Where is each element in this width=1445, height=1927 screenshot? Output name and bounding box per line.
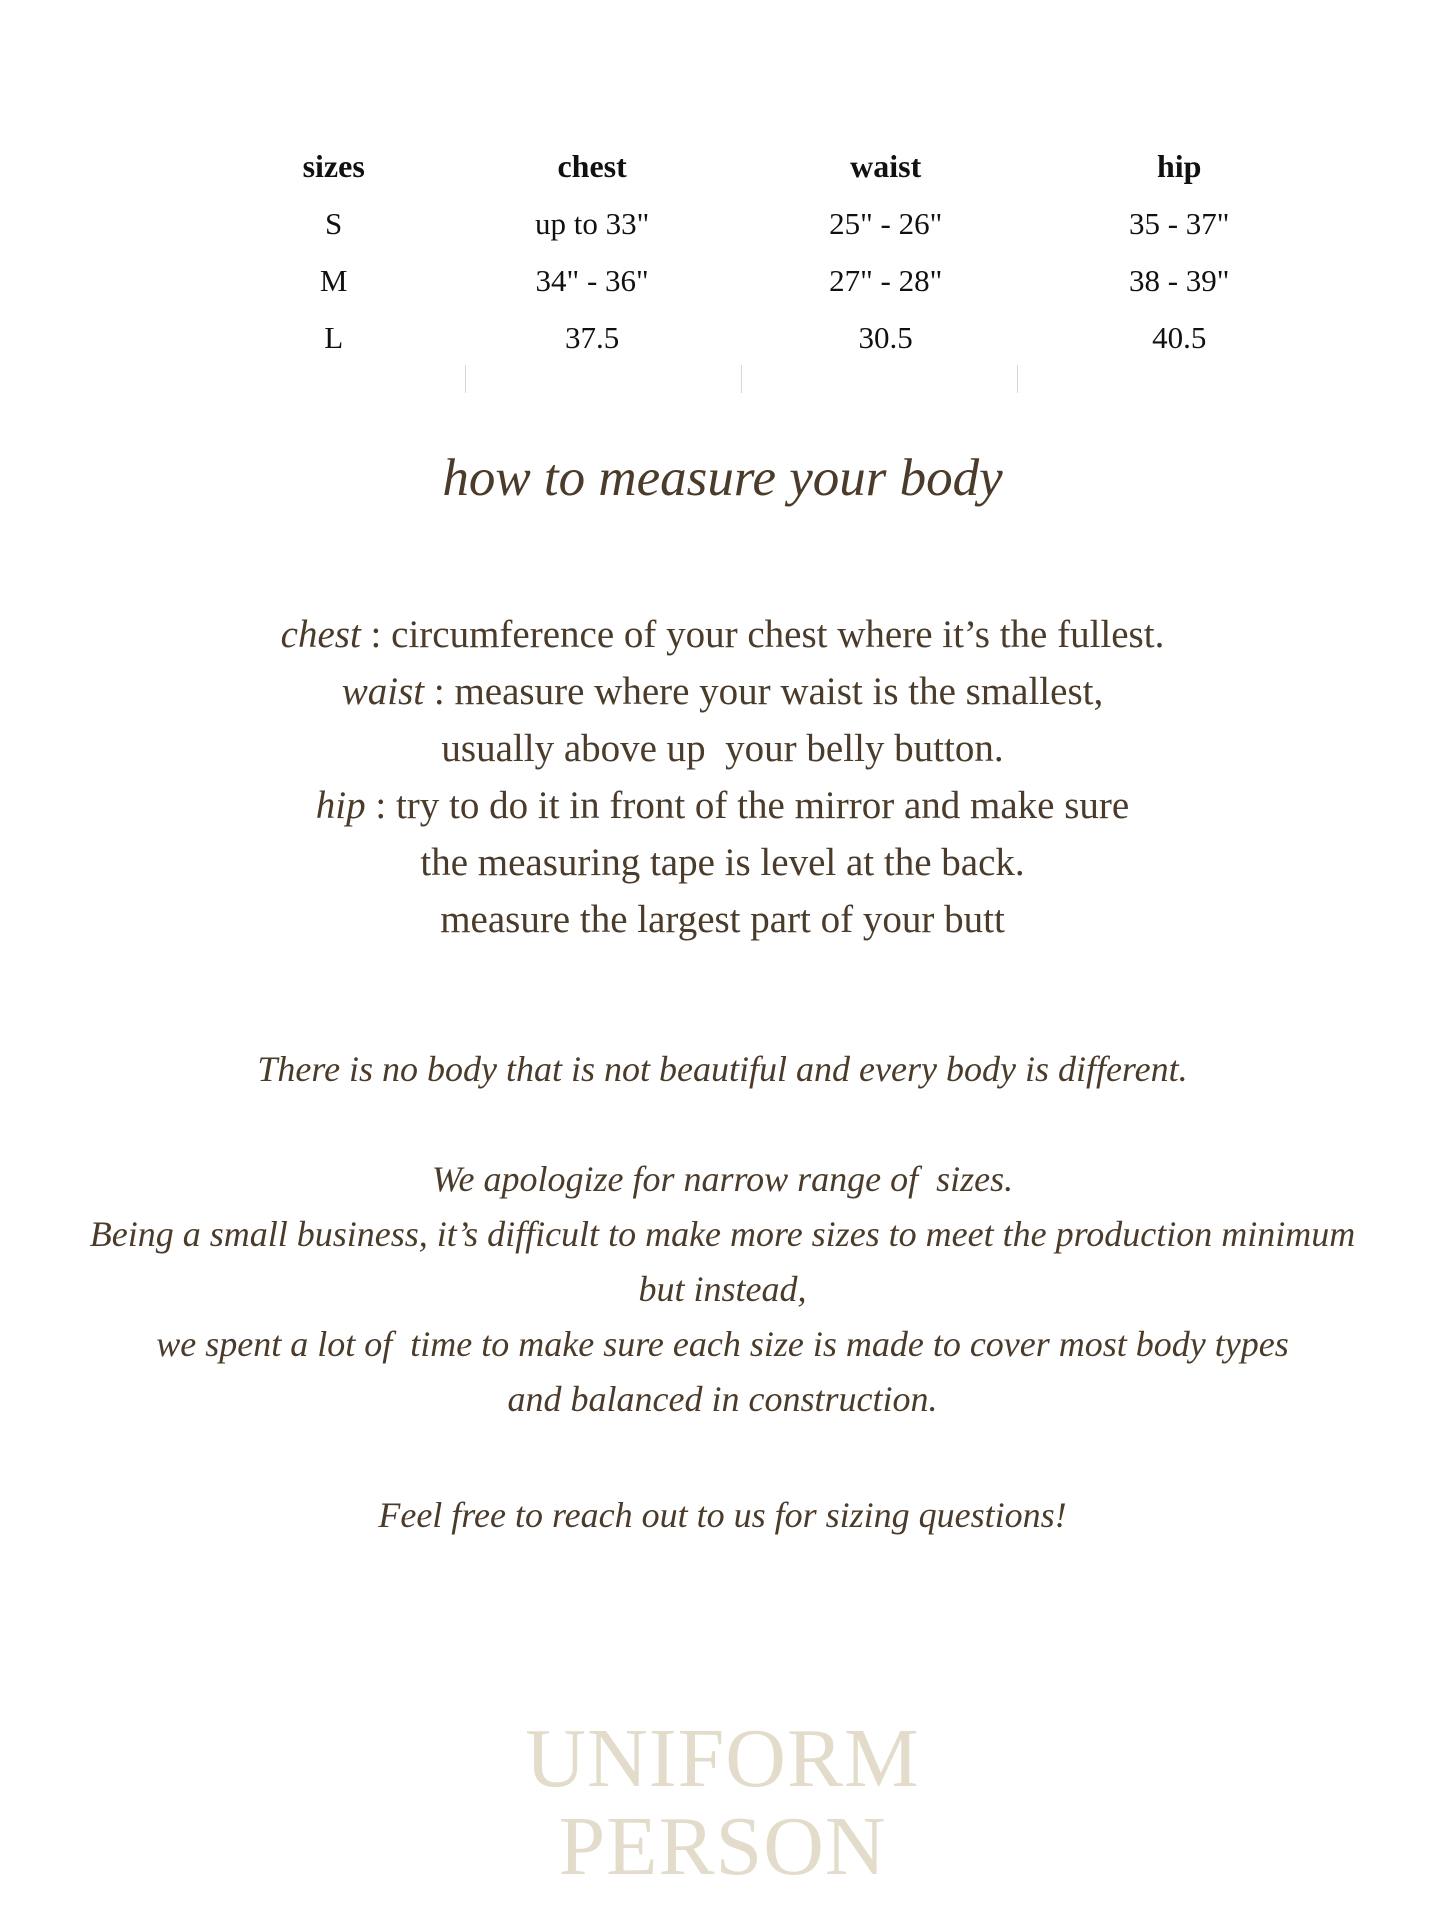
message-line: We apologize for narrow range of sizes.	[431, 1159, 1014, 1199]
apology-message	[0, 1152, 1445, 1427]
brand-logo-line: PERSON	[558, 1800, 887, 1893]
hip-cell: 38 - 39"	[1128, 262, 1230, 298]
measure-guide	[0, 606, 1445, 948]
size-cell: L	[324, 319, 344, 355]
size-chart-table	[222, 138, 1326, 366]
hip-instruction	[0, 777, 1445, 834]
size-chart-header-row	[222, 138, 1326, 195]
column-divider	[741, 365, 742, 393]
table-row	[222, 195, 1326, 252]
column-divider	[1017, 365, 1018, 393]
table-row	[222, 252, 1326, 309]
hip-term: hip	[315, 784, 366, 827]
brand-logo	[0, 1712, 1445, 1893]
waist-cell: 30.5	[858, 319, 913, 355]
measure-guide-heading: how to measure your body	[442, 449, 1003, 507]
chest-term: chest	[280, 613, 361, 656]
column-divider	[465, 365, 466, 393]
chest-cell: 34" - 36"	[535, 262, 649, 298]
waist-instruction-cont: usually above up your belly button.	[441, 727, 1004, 770]
brand-logo-line: UNIFORM	[525, 1712, 920, 1805]
hip-cell: 40.5	[1152, 319, 1207, 355]
hip-cell: 35 - 37"	[1128, 205, 1230, 241]
waist-cell: 25" - 26"	[829, 205, 943, 241]
message-line: Feel free to reach out to us for sizing questions!	[378, 1495, 1067, 1535]
size-cell: M	[319, 262, 348, 298]
message-line: Being a small business, it’s difficult to make more sizes to meet the production minimum	[89, 1214, 1356, 1254]
hip-instruction-cont: the measuring tape is level at the back.	[420, 841, 1025, 884]
header-hip: hip	[1156, 148, 1202, 184]
table-row	[222, 309, 1326, 366]
chest-text: : circumference of your chest where it’s the fullest.	[360, 613, 1165, 656]
chest-cell: up to 33"	[534, 205, 650, 241]
hip-instruction-cont-2: measure the largest part of your butt	[440, 898, 1005, 941]
header-sizes: sizes	[302, 148, 365, 184]
message-line: but instead,	[638, 1269, 807, 1309]
waist-cell: 27" - 28"	[829, 262, 943, 298]
size-cell: S	[325, 205, 343, 241]
header-chest: chest	[557, 148, 627, 184]
body-positivity-message	[0, 1042, 1445, 1097]
waist-text: : measure where your waist is the smallest,	[424, 670, 1104, 713]
waist-instruction	[0, 663, 1445, 720]
contact-message	[0, 1488, 1445, 1543]
message-line: There is no body that is not beautiful and every body is different.	[257, 1049, 1188, 1089]
chest-cell: 37.5	[564, 319, 620, 355]
message-line: we spent a lot of time to make sure each size is made to cover most body types	[156, 1324, 1289, 1364]
chest-instruction	[0, 606, 1445, 663]
waist-term: waist	[341, 670, 425, 713]
header-waist: waist	[850, 148, 922, 184]
message-line: and balanced in construction.	[507, 1379, 938, 1419]
hip-text: : try to do it in front of the mirror and make sure	[365, 784, 1130, 827]
